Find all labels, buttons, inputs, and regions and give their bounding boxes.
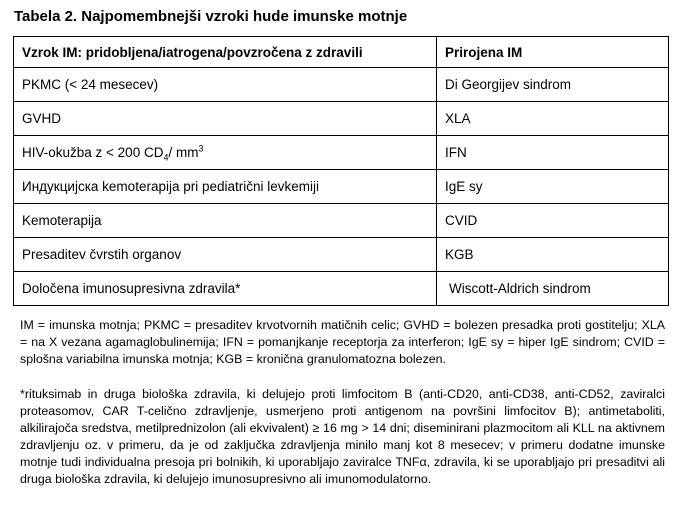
cell-congenital: KGB <box>437 238 669 272</box>
cell-acquired: Določena imunosupresivna zdravila* <box>14 272 437 306</box>
cell-congenital: IFN <box>437 136 669 170</box>
cell-congenital: Di Georgijev sindrom <box>437 68 669 102</box>
table-row <box>14 272 669 306</box>
abbreviations-note: IM = imunska motnja; PKMC = presaditev krvotvornih matičnih celic; GVHD = bolezen presadka proti gostitelju; XLA = na X vezana agamaglobulinemija; IFN = pomanjkanje receptorja za interferon; IgE sy = hiper IgE sindrom; CVID = splošna variabilna imunska motnja; KGB = kronična granulomatozna bolezen. <box>20 318 665 366</box>
hiv-subscript: 4 <box>163 152 169 163</box>
table-row <box>14 238 669 272</box>
table-row <box>14 102 669 136</box>
cell-congenital: XLA <box>437 102 669 136</box>
cell-acquired: Индукцијска kemoterapija pri pediatrični levkemiji <box>14 170 437 204</box>
cell-acquired: PKMC (< 24 mesecev) <box>14 68 437 102</box>
cell-acquired: Kemoterapija <box>14 204 437 238</box>
footnote: *rituksimab in druga biološka zdravila, ki delujejo proti limfocitom B (anti-CD20, anti-CD38, anti-CD52, zaviralci proteasomov, CAR T-celično zdravljenje, usmerjeno proti antigenom na površini limfocitov B); antimetaboliti, alkilirajoča sredstva, metilprednizolon (ali ekvivalent) ≥ 16 mg > 14 dni; diseminirani plazmocitom ali KLL na aktivnem zdravljenju oz. v primeru, da je od zaključka zdravljenja minilo manj kot 8 mesecev; v primeru dodatne imunske motnje tudi individualna presoja pri bolnikih, ki uporabljajo zaviralce TNFα, zdravila, ki se uporabljajo pri presaditvi ali druga biološka zdravila, ki delujejo imunosupresivno ali imunomodulatorno. <box>20 387 665 486</box>
cell-acquired: GVHD <box>14 102 437 136</box>
cell-acquired-hiv <box>14 136 437 170</box>
table-title: Tabela 2. Najpomembnejši vzroki hude imunske motnje <box>14 8 408 25</box>
table-row <box>14 204 669 238</box>
causes-table <box>13 36 669 306</box>
table-header-row <box>14 37 669 68</box>
header-acquired: Vzrok IM: pridobljena/iatrogena/povzročena z zdravili <box>14 37 437 68</box>
cell-congenital: Wiscott-Aldrich sindrom <box>437 272 669 306</box>
cell-congenital: CVID <box>437 204 669 238</box>
hiv-superscript: 3 <box>198 143 204 154</box>
table-row <box>14 68 669 102</box>
table-row <box>14 136 669 170</box>
table-row <box>14 170 669 204</box>
header-congenital: Prirojena IM <box>437 37 669 68</box>
hiv-unit: / mm <box>168 145 199 160</box>
cell-acquired: Presaditev čvrstih organov <box>14 238 437 272</box>
cell-congenital: IgE sy <box>437 170 669 204</box>
hiv-text: HIV-okužba z < 200 CD <box>22 145 164 160</box>
